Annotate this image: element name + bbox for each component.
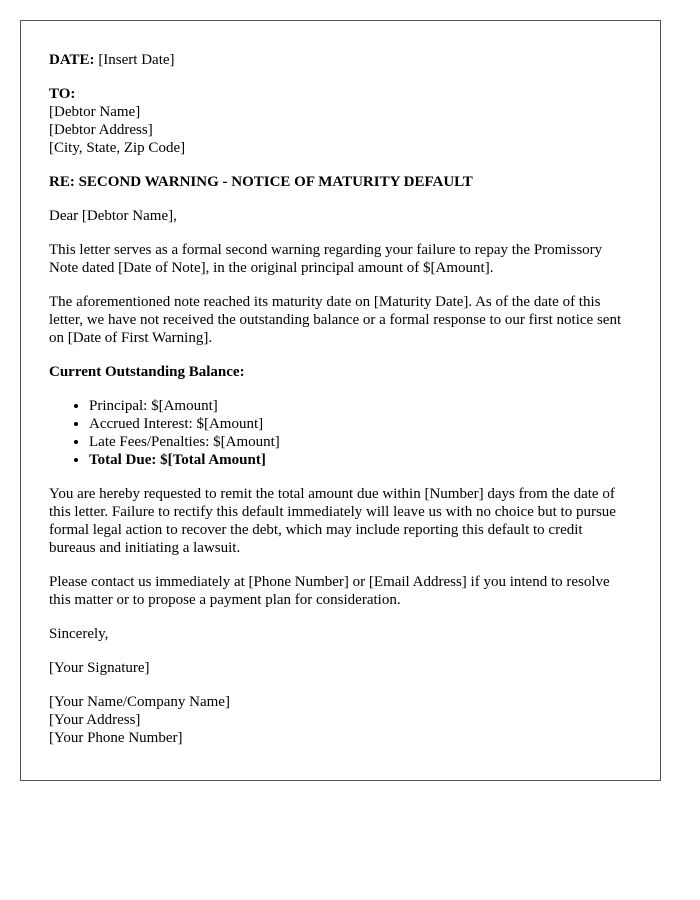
recipient-city: [City, State, Zip Code] (49, 140, 186, 156)
date-line (49, 51, 632, 69)
paragraph-3: You are hereby requested to remit the total amount due within [Number] days from the date of this letter. Failure to rectify this default immediately will leave us with no choice but to pursue formal legal action to recover the debt, which may include reporting this default to credit bureaus and initiating a lawsuit. (49, 486, 616, 556)
balance-list (49, 397, 632, 469)
date-label: DATE: (49, 52, 95, 68)
recipient-name: [Debtor Name] (49, 104, 141, 120)
sender-phone: [Your Phone Number] (49, 730, 183, 746)
salutation: Dear [Debtor Name], (49, 208, 177, 224)
sender-block (49, 693, 632, 747)
balance-item-total: • Total Due: $[Total Amount] (89, 451, 632, 469)
paragraph-4: Please contact us immediately at [Phone Number] or [Email Address] if you intend to resolve this matter or to propose a payment plan for consideration. (49, 574, 610, 608)
closing: Sincerely, (49, 626, 109, 642)
paragraph-2: The aforementioned note reached its maturity date on [Maturity Date]. As of the date of this letter, we have not received the outstanding balance or a formal response to our first notice sent on [Date of First Warning]. (49, 294, 622, 346)
balance-item-fees: • Late Fees/Penalties: $[Amount] (89, 433, 632, 451)
recipient-address: [Debtor Address] (49, 122, 153, 138)
balance-item-interest: • Accrued Interest: $[Amount] (89, 415, 632, 433)
signature: [Your Signature] (49, 660, 150, 676)
balance-item-principal: • Principal: $[Amount] (89, 397, 632, 415)
balance-heading: Current Outstanding Balance: (49, 364, 245, 380)
subject-line: RE: SECOND WARNING - NOTICE OF MATURITY DEFAULT (49, 174, 473, 190)
recipient-block (49, 85, 632, 157)
letter (20, 20, 661, 781)
paragraph-1: This letter serves as a formal second warning regarding your failure to repay the Promissory Note dated [Date of Note], in the original principal amount of $[Amount]. (49, 242, 603, 276)
sender-name: [Your Name/Company Name] (49, 694, 230, 710)
date-value: [Insert Date] (98, 52, 175, 68)
recipient-label: TO: (49, 86, 76, 102)
sender-address: [Your Address] (49, 712, 141, 728)
